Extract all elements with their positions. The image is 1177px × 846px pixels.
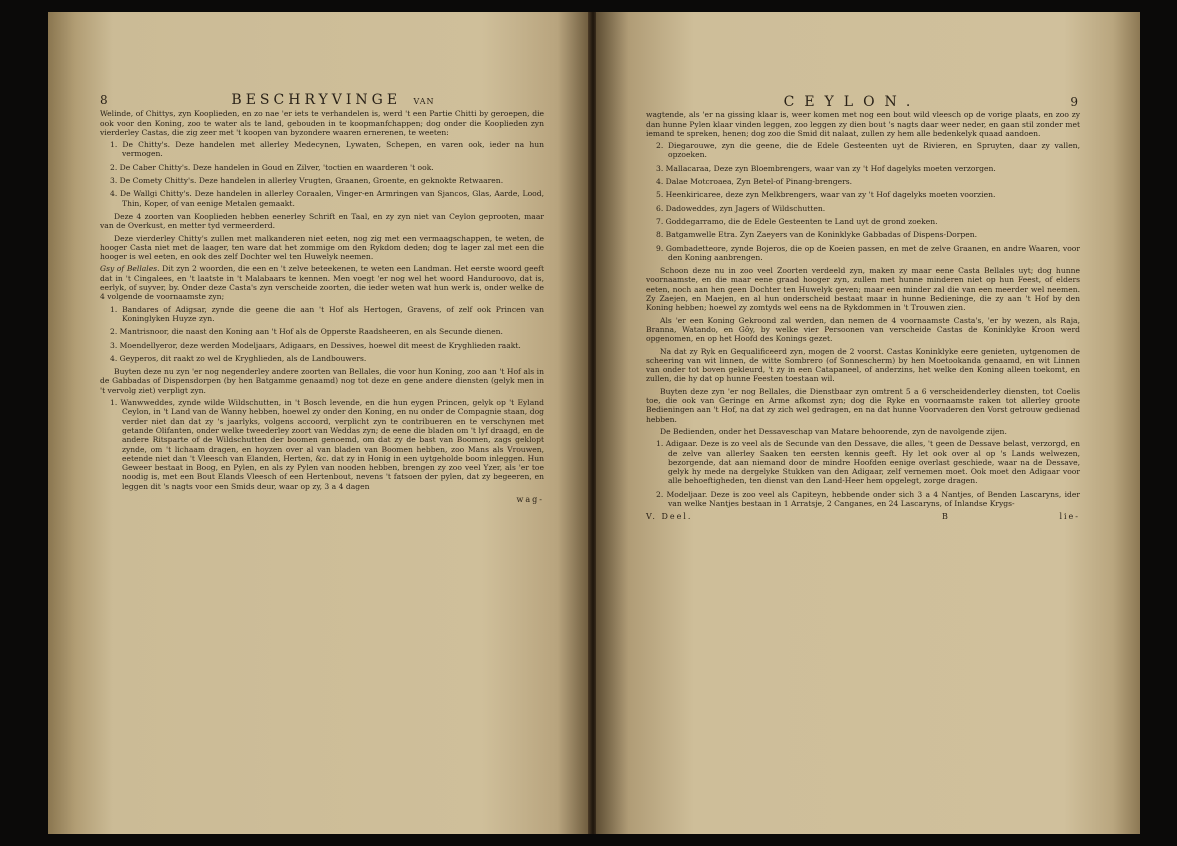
left-item: 1. Bandares of Adigsar, zynde die geene die aan 't Hof als Hertogen, Gravens, of zelf ook Princen van Koninglyken Huyze zyn.	[110, 304, 544, 323]
right-item: 8. Batgamwelle Etra. Zyn Zaeyers van de Koninklyke Gabbadas of Dispens-Dorpen.	[656, 230, 978, 240]
section-label: Gsy of Bellales.	[100, 264, 160, 274]
right-item: 6. Dadoweddes, zyn Jagers of Wildschutten.	[656, 203, 826, 213]
right-page-number: 9	[1070, 95, 1080, 109]
left-item: 2. Mantrisnoor, die naast den Koning aan 't Hof als de Opperste Raadsheeren, en als Secunde dienen.	[110, 327, 503, 337]
signature-mark: B	[942, 512, 950, 522]
right-paragraph: Buyten deze zyn 'er nog Bellales, die Dienstbaar zyn omtrent 5 a 6 verscheidenderley diensten, tot Coelis toe, die ook van Geringe en Arme afkomst zyn; dog die Ryke en voornaamste raken tot allerley groote Bedieningen aan 't Hof, na dat zy zich wel gedragen, en na dat hunne Voorvaderen den Vorst getrouw gedienad hebben.	[646, 386, 1080, 424]
right-running-head	[646, 94, 1080, 110]
left-section	[100, 264, 544, 301]
left-paragraph: Deze 4 zoorten van Kooplieden hebben eenerley Schrift en Taal, en zy zyn niet van Ceylon geprooten, maar van de Overkust, en metter tyd vermeerderd.	[100, 211, 544, 231]
right-page-text	[646, 94, 1080, 522]
left-paragraph: Buyten deze nu zyn 'er nog negenderley andere zoorten van Bellales, die voor hun Koning, zoo aan 't Hof als in de Gabbadas of Dispensdorpen (by hen Batgamme genaamd) nog tot deze en gene andere diensten (gelyk men in 't vervolg ziet) verpligt zyn.	[100, 367, 544, 395]
left-item: 4. De Wallgi Chitty's. Deze handelen in allerley Coraalen, Vinger-en Armringen van Sjancos, Glas, Aarde, Lood, Thin, Koper, of van eenige Metalen gemaakt.	[110, 189, 544, 208]
left-item: 3. Moendellyeror, deze werden Modeljaars, Adigaars, en Dessives, hoewel dit meest de Kryghlieden raakt.	[110, 340, 521, 350]
left-item: 3. De Comety Chitty's. Deze handelen in allerley Vrugten, Graanen, Groente, en geknokte Retwaaren.	[110, 176, 504, 186]
right-item: 3. Mallacaraa, Deze zyn Bloembrengers, waar van zy 't Hof dagelyks moeten verzorgen.	[656, 163, 996, 173]
right-catchword: lie-	[1059, 512, 1080, 522]
left-page-text	[100, 92, 545, 504]
right-continuation: wagtende, als 'er na gissing klaar is, weer komen met nog een bout wild vleesch op de vorige plaats, en zoo zy dan hunne Pylen klaar vinden leggen, zoo leggen zy dien bout 's nagts daar weer neder, en gaan stil zonder met iemand te spreken, henen; dog zoo die Smid dit nalaat, zullen zy hem alle bedenkelyk quaad aandoen.	[646, 110, 1080, 138]
right-item: 2. Diegarouwe, zyn die geene, die de Edele Gesteenten uyt de Rivieren, en Spruyten, daar zy vallen, opzoeken.	[656, 141, 1080, 160]
right-item: 7. Goddegarramo, die de Edele Gesteenten te Land uyt de grond zoeken.	[656, 216, 938, 226]
left-head-title: BESCHRYVINGE	[231, 92, 402, 108]
left-item: 2. De Caber Chitty's. Deze handelen in Goud en Zilver, 'toctien en waarderen 't ook.	[110, 162, 434, 172]
left-head-sub: VAN	[413, 97, 435, 106]
left-page	[48, 12, 590, 834]
left-paragraph: Deze vierderley Chitty's zullen met malkanderen niet eeten, nog zig met een vermaagschappen, te weten, de hooger Casta niet met de laager, ten ware dat het zommige om den Rykdom deden; dog te lager zal met een die hooger is wel eeten, en ook des zelf Dochter wel ten Huwelyk neemen.	[100, 233, 544, 262]
right-item: 2. Modeljaar. Deze is zoo veel als Capiteyn, hebbende onder sich 3 a 4 Nantjes, of Benden Lascaryns, ider van welke Nantjes bestaan in 1 Arratsje, 2 Canganes, en 24 Lascaryns, of Inlandse Krygs-	[656, 489, 1080, 508]
left-item: 1. De Chitty's. Deze handelen met allerley Medecynen, Lywaten, Schepen, en varen ook, ieder na hun vermogen.	[110, 140, 544, 159]
right-item: 5. Heenkiricaree, deze zyn Melkbrengers, waar van zy 't Hof dagelyks moeten voorzien.	[656, 190, 996, 200]
right-item: 1. Adigaar. Deze is zo veel als de Secunde van den Dessave, die alles, 't geen de Dessave belast, verzorgd, en de zelve van allerley Saaken ten eersten kennis geeft. Hy let ook over al op 's Lands welwezen, bezorgende, dat aan niemand door de mindre Hoofden eenige overlast geschiede, waar na de Dessave, gelyk hy mede na dergelyke Stukken van den Adigaar, zelf vernemen moet. Ook moet den Adigaar voor alle behoeftigheden, ten dienst van den Land-Heer hem opgelegt, zorge dragen.	[656, 439, 1080, 486]
right-paragraph: Als 'er een Koning Gekroond zal werden, dan nemen de 4 voornaamste Casta's, 'er by wezen, als Raja, Branna, Watando, en Gôy, by welke vier Persoonen van verscheide Castas de Koninklyke Kroon werd opgenomen, en op het Hoofd des Konings gezet.	[646, 315, 1080, 344]
left-item: 1. Wanwweddes, zynde wilde Wildschutten, in 't Bosch levende, en die hun eygen Princen, gelyk op 't Eyland Ceylon, in 't Land van de Wanny hebben, hoewel zy onder den Koning, en nu onder de Compagnie staan, dog verder niet dan dat zy 's jaarlyks, volgens accoord, verplicht zyn te contribueren en te verschynen met getande Olifanten, onder welke tweederley zoort van Weddas zyn; de eene die bladen om 't lyf draagd, en de andere Ritsparte of de Wildschutten der boomen genoemd, om dat zy de bast van Boomen, zags geklopt zynde, om 't lichaam dragen, en hoyzen over al van bladen van Boomen hebben, zoo Mans als Vrouwen, eetende niet dan 't Vleesch van Elanden, Herten, &c. dat zy in Honig in een uytgeholde boom inleggen. Hun Geweer bestaat in Boog, en Pylen, en als zy Pylen van nooden hebben, brengen zy zoo veel Yzer, als 'er toe noodig is, met een Bout Elands Vleesch of een Hertenbout, nevens 't fatsoen der pylen, dat zy begeeren, en leggen dit 's nagts voor een Smids deur, waar op zy, 3 a 4 dagen	[110, 398, 544, 491]
left-page-number: 8	[100, 93, 110, 107]
left-item: 4. Geyperos, dit raakt zo wel de Kryghlieden, als de Landbouwers.	[110, 353, 367, 363]
right-paragraph: Na dat zy Ryk en Gequalificeerd zyn, mogen de 2 voorst. Castas Koninklyke eere genieten, uytgenomen de scheering van wit linnen, de witte Sombrero (of Sonnescherm) by hen Moetookanda genaamd, en wit Linnen van onder tot boven gekleurd, 't zy in een Catapaneel, of anderzins, het welke den Koning alleen toekomt, en zullen, die hy dat op hunne Feesten toestaan wil.	[646, 346, 1080, 384]
right-footer	[646, 512, 1080, 521]
section-text: Dit zyn 2 woorden, die een en 't zelve beteekenen, te weten een Landman. Het eerste woord geeft dat in 't Cingalees, en 't laatste in 't Malabaars te kennen. Men voegt 'er nog wel het woord Handuroovo, dat is, eerlyk, of suyver, by. Onder deze Casta's zyn verscheide zoorten, die ieder weten wat hun werk is, onder welke de 4 volgende de voornaamste zyn;	[100, 264, 545, 302]
left-running-head	[100, 92, 544, 108]
right-head-title: CEYLON.	[783, 94, 921, 110]
left-catchword: wag-	[516, 494, 544, 504]
open-book	[48, 12, 1140, 834]
right-paragraph: De Bedienden, onder het Dessaveschap van Matare behoorende, zyn de navolgende zijen.	[660, 426, 1007, 436]
left-footer	[100, 495, 544, 504]
signature-volume: V. Deel.	[646, 512, 693, 522]
right-item: 9. Gombadetteore, zynde Bojeros, die op de Koeien passen, en met de zelve Graanen, en andre Waaren, voor den Koning aanbrengen.	[656, 243, 1080, 262]
right-page	[596, 12, 1140, 834]
left-intro: Welinde, of Chittys, zyn Kooplieden, en zo nae 'er iets te verhandelen is, werd 't een Partie Chitti by geroepen, die ook voor den Koning, zoo te water als te land, gebouden in te koopmanfchappen; dog onder die Kooplieden zyn vierderley Castas, die zig zeer met 't koopen van byzondere waaren ernerenen, te weeten:	[100, 109, 544, 137]
right-item: 4. Dalae Motcroaea, Zyn Betel-of Pinang-brengers.	[656, 177, 853, 187]
right-paragraph: Schoon deze nu in zoo veel Zoorten verdeeld zyn, maken zy maar eene Casta Bellales uyt; dog hunne voornaamste, en die maar eene graad hooger zyn, zullen met hunne minderen niet op hun Feest, of elders eeten, noch aan hen geen Dochter ten Huwelyk geven; maar een minder zal die van een meerder wel neemen. Zy Zaejen, en Maejen, en al hun onderscheid bestaat maar in hunne Bedieninge, die zy aan 't Hof by den Koning hebben; hoewel zy zomtyds wel eens na de Rykdommen in 't Trouwen zien.	[646, 266, 1080, 313]
